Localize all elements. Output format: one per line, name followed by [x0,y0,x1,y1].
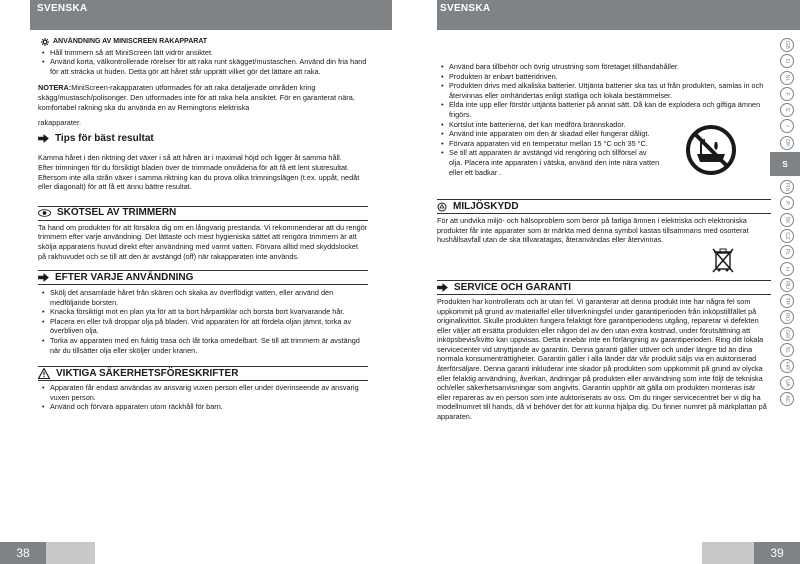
gear-icon [41,38,49,46]
no-bath-icon [685,124,737,176]
list-item: • Håll trimmern så att MiniScreen lätt vidrör ansiktet. [38,48,368,58]
safety-heading [38,366,368,381]
list-item: • Torka av apparaten med en fuktig trasa och låt torka omedelbart. Se till att trimmern är avstängd när du tillsätter olja eller sköljer under kranen. [38,336,368,355]
lang-tab-ae[interactable]: AE [780,392,794,406]
lang-tab-sk[interactable]: SK [780,213,794,227]
page-number: 39 [754,542,800,564]
lang-tab-p[interactable]: P [780,196,794,210]
list-item: • Produkten är enbart batteridriven. [437,72,771,82]
language-header: SVENSKA [37,3,88,14]
lang-tab-s-active[interactable]: S [770,152,800,176]
care-heading [38,206,368,221]
recycle-icon [437,202,447,212]
tips-paragraph: Efter trimningen för du försiktigt bladen över de trimmade områdena för att få ett lent slutresultat. [38,162,350,172]
warranty-title: SERVICE OCH GARANTI [454,281,572,293]
lang-tab-pl[interactable]: PL [780,245,794,259]
miniscreen-title: ANVÄNDNING AV MINISCREEN RAKAPPARAT [53,38,208,45]
crossed-bin-icon [712,248,734,274]
lang-tab-nl[interactable]: NL [780,71,794,85]
header-band [437,0,800,30]
environment-title: MILJÖSKYDD [453,200,519,212]
miniscreen-list [38,48,368,77]
tips-paragraph: Kamma håret i den riktning det växer i så att håren är i maximal höjd och ligger åt samma håll. [38,153,342,163]
miniscreen-heading [41,37,368,47]
list-item: • Elda inte upp eller förstör uttjänta batterier på annat sätt. Då kan de explodera och giftiga ämnen frigörs. [437,100,771,119]
header-band [30,0,392,30]
after-use-heading [38,270,368,285]
after-use-list [38,288,368,355]
warning-icon [38,368,50,379]
tips-title: Tips för bäst resultat [55,132,154,144]
warranty-text: Produkten har kontrollerats och är utan fel. Vi garanterar att denna produkt inte har några fel som uppkommit på grund av materialfel eller tillverkningsfel under garantiperioden från inköpstillfället på originalkvittot. Skulle produkten fungera felaktigt före garantiperiodens utgång, reparerar vi defekten eller väljer att ersätta produkten eller någon del av den utan extra kostnad, under förutsättning att inköpsbevis/kvitto kan uppvisas. Detta innebär inte en förlängning av garantiperioden. Ring ditt lokala servicecenter vid utnyttjande av garantin. Denna garanti gäller utöver och under längre tid än dina normala konsumenträttigheter. Garantin gäller i alla länder där vår produkt säljs via en auktoriserad återförsäljare. Denna garanti inkluderar inte skador på produkten som uppkommit på grund av olycka eller felaktig användning, åverkan, ändringar på produkten eller användning som inte följt de tekniska och/eller säkerhetsanvisningar som angivits. Garantin upphör att gälla om produkten monteras isär eller repareras av en person som inte auktoriserats av oss. Om du ringer servicecentret ber vi dig ha modellnumret till hands, då vi behöver det för att kunna hjälpa dig. Du finner numret på märkplattan på apparaten. [437,296,767,422]
lang-tab-tr[interactable]: TR [780,294,794,308]
list-item: • Använd inte apparaten om den är skadad eller fungerar dåligt. [437,129,771,139]
lang-tab-fin[interactable]: FIN [780,180,794,194]
tips-paragraph: Eftersom inte alla strån växer i samma riktning kan du prova olika trimningslägen (t.ex. uppåt, nedåt eller diagonalt) för att få ett ännu bättre resultat. [38,172,360,192]
list-item: • Se till att apparaten är avstängd vid rengöring och tillförsel av olja. Placera inte apparaten i vätska, använd den inte nära vatten eller ett badkar . [437,148,771,177]
list-item: • Knacka försiktigt mot en plan yta för att ta bort hårpartiklar och borsta bort kvarvarande hår. [38,307,368,317]
list-item: • Kortslut inte batterierna, det kan medföra brännskador. [437,120,771,130]
safety-list [38,383,368,412]
after-use-title: EFTER VARJE ANVÄNDNING [55,271,194,283]
language-tabs [770,38,800,408]
environment-text: För att undvika miljö- och hälsoproblem som beror på farliga ämnen i elektriska och elektroniska produkter får inte apparater som är märkta med denna symbol kastas tillsammans med osorterat hushållsavfall utan de ska tillvaratagas, återanvändas eller återvinnas. [437,216,749,245]
note-paragraph [38,83,368,112]
lang-tab-gr[interactable]: GR [780,327,794,341]
note-text: MiniScreen-rakapparaten utformades för att raka detaljerade områden kring skägg/mustasch/polisonger. Den utformades inte för att raka hela ansiktet. För en garanterat nära, komfortabel rakning ska du använda en av Remingtons elektriska [38,83,355,112]
list-item: • Apparaten får endast användas av ansvarig vuxen person eller under överinseende av ansvarig vuxen person. [38,383,368,402]
note-tail: rakapparater. [38,118,81,128]
arrow-right-icon [38,134,49,143]
lang-tab-i[interactable]: I [780,119,794,133]
lang-tab-sl[interactable]: SL [780,343,794,357]
page-number: 38 [0,542,46,564]
list-item: • Produkten drivs med alkaliska batterier. Uttjänta batterier ska tas ut från produkten, samlas in och återvinnas eller omhändertas enligt statliga och lokala bestämmelser. [437,81,771,100]
lang-tab-d[interactable]: D [780,54,794,68]
care-title: SKÖTSEL AV TRIMMERN [57,207,177,219]
lang-tab-ua[interactable]: UA [780,376,794,390]
lang-tab-hr[interactable]: HR [780,359,794,373]
note-label: NOTERA: [38,83,72,93]
tips-heading [38,134,368,144]
list-item: • Förvara apparaten vid en temperatur mellan 15 °C och 35 °C. [437,139,771,149]
arrow-right-icon [38,273,49,282]
arrow-right-icon [437,283,448,292]
lang-tab-gb[interactable]: GB [780,38,794,52]
lang-tab-e[interactable]: E [780,103,794,117]
lang-tab-ro[interactable]: RO [780,310,794,324]
environment-heading [437,199,771,214]
right-content [437,62,771,422]
list-item: • Skölj det ansamlade håret från skären och skaka av överflödigt vatten, eller använd den medföljande borsten. [38,288,368,307]
language-header: SVENSKA [440,3,491,14]
care-text: Ta hand om produkten för att försäkra dig om en långvarig prestanda. Vi rekommenderar att du rengör trimmern efter varje användning. Det lättaste och mest hygieniska sättet att rengöra trimmern är att skölja apparatens huvud direkt efter användning med varmt vatten. Förvara alltid med skyddslocket på rakhuvudet och se till att den är avstängd (off) när rakapparaten inte används. [38,222,368,261]
eye-icon [38,209,51,217]
list-item: • Använd korta, välkontrollerade rörelser för att raka runt skägget/mustaschen. Använd din fria hand för att sträcka ut huden. Detta gör att håret står upprätt vilket gör det lättare att raka. [38,57,368,76]
lang-tab-ru[interactable]: RU [780,278,794,292]
right-page [400,0,800,564]
list-item: • Använd och förvara apparaten utom räckhåll för barn. [38,402,368,412]
lang-tab-dk[interactable]: DK [780,136,794,150]
list-item: • Placera en eller två droppar olja på bladen. Vrid apparaten för att fördela oljan jämnt, torka av överbliven olja. [38,317,368,336]
left-content [38,36,368,412]
lang-tab-cz[interactable]: CZ [780,229,794,243]
warranty-heading [437,280,771,295]
lang-tab-f[interactable]: F [780,87,794,101]
lang-tab-h[interactable]: H [780,262,794,276]
safety-title: VIKTIGA SÄKERHETSFÖRESKRIFTER [56,367,239,379]
list-item: • Använd bara tillbehör och övrig utrustning som företaget tillhandahåller. [437,62,771,72]
